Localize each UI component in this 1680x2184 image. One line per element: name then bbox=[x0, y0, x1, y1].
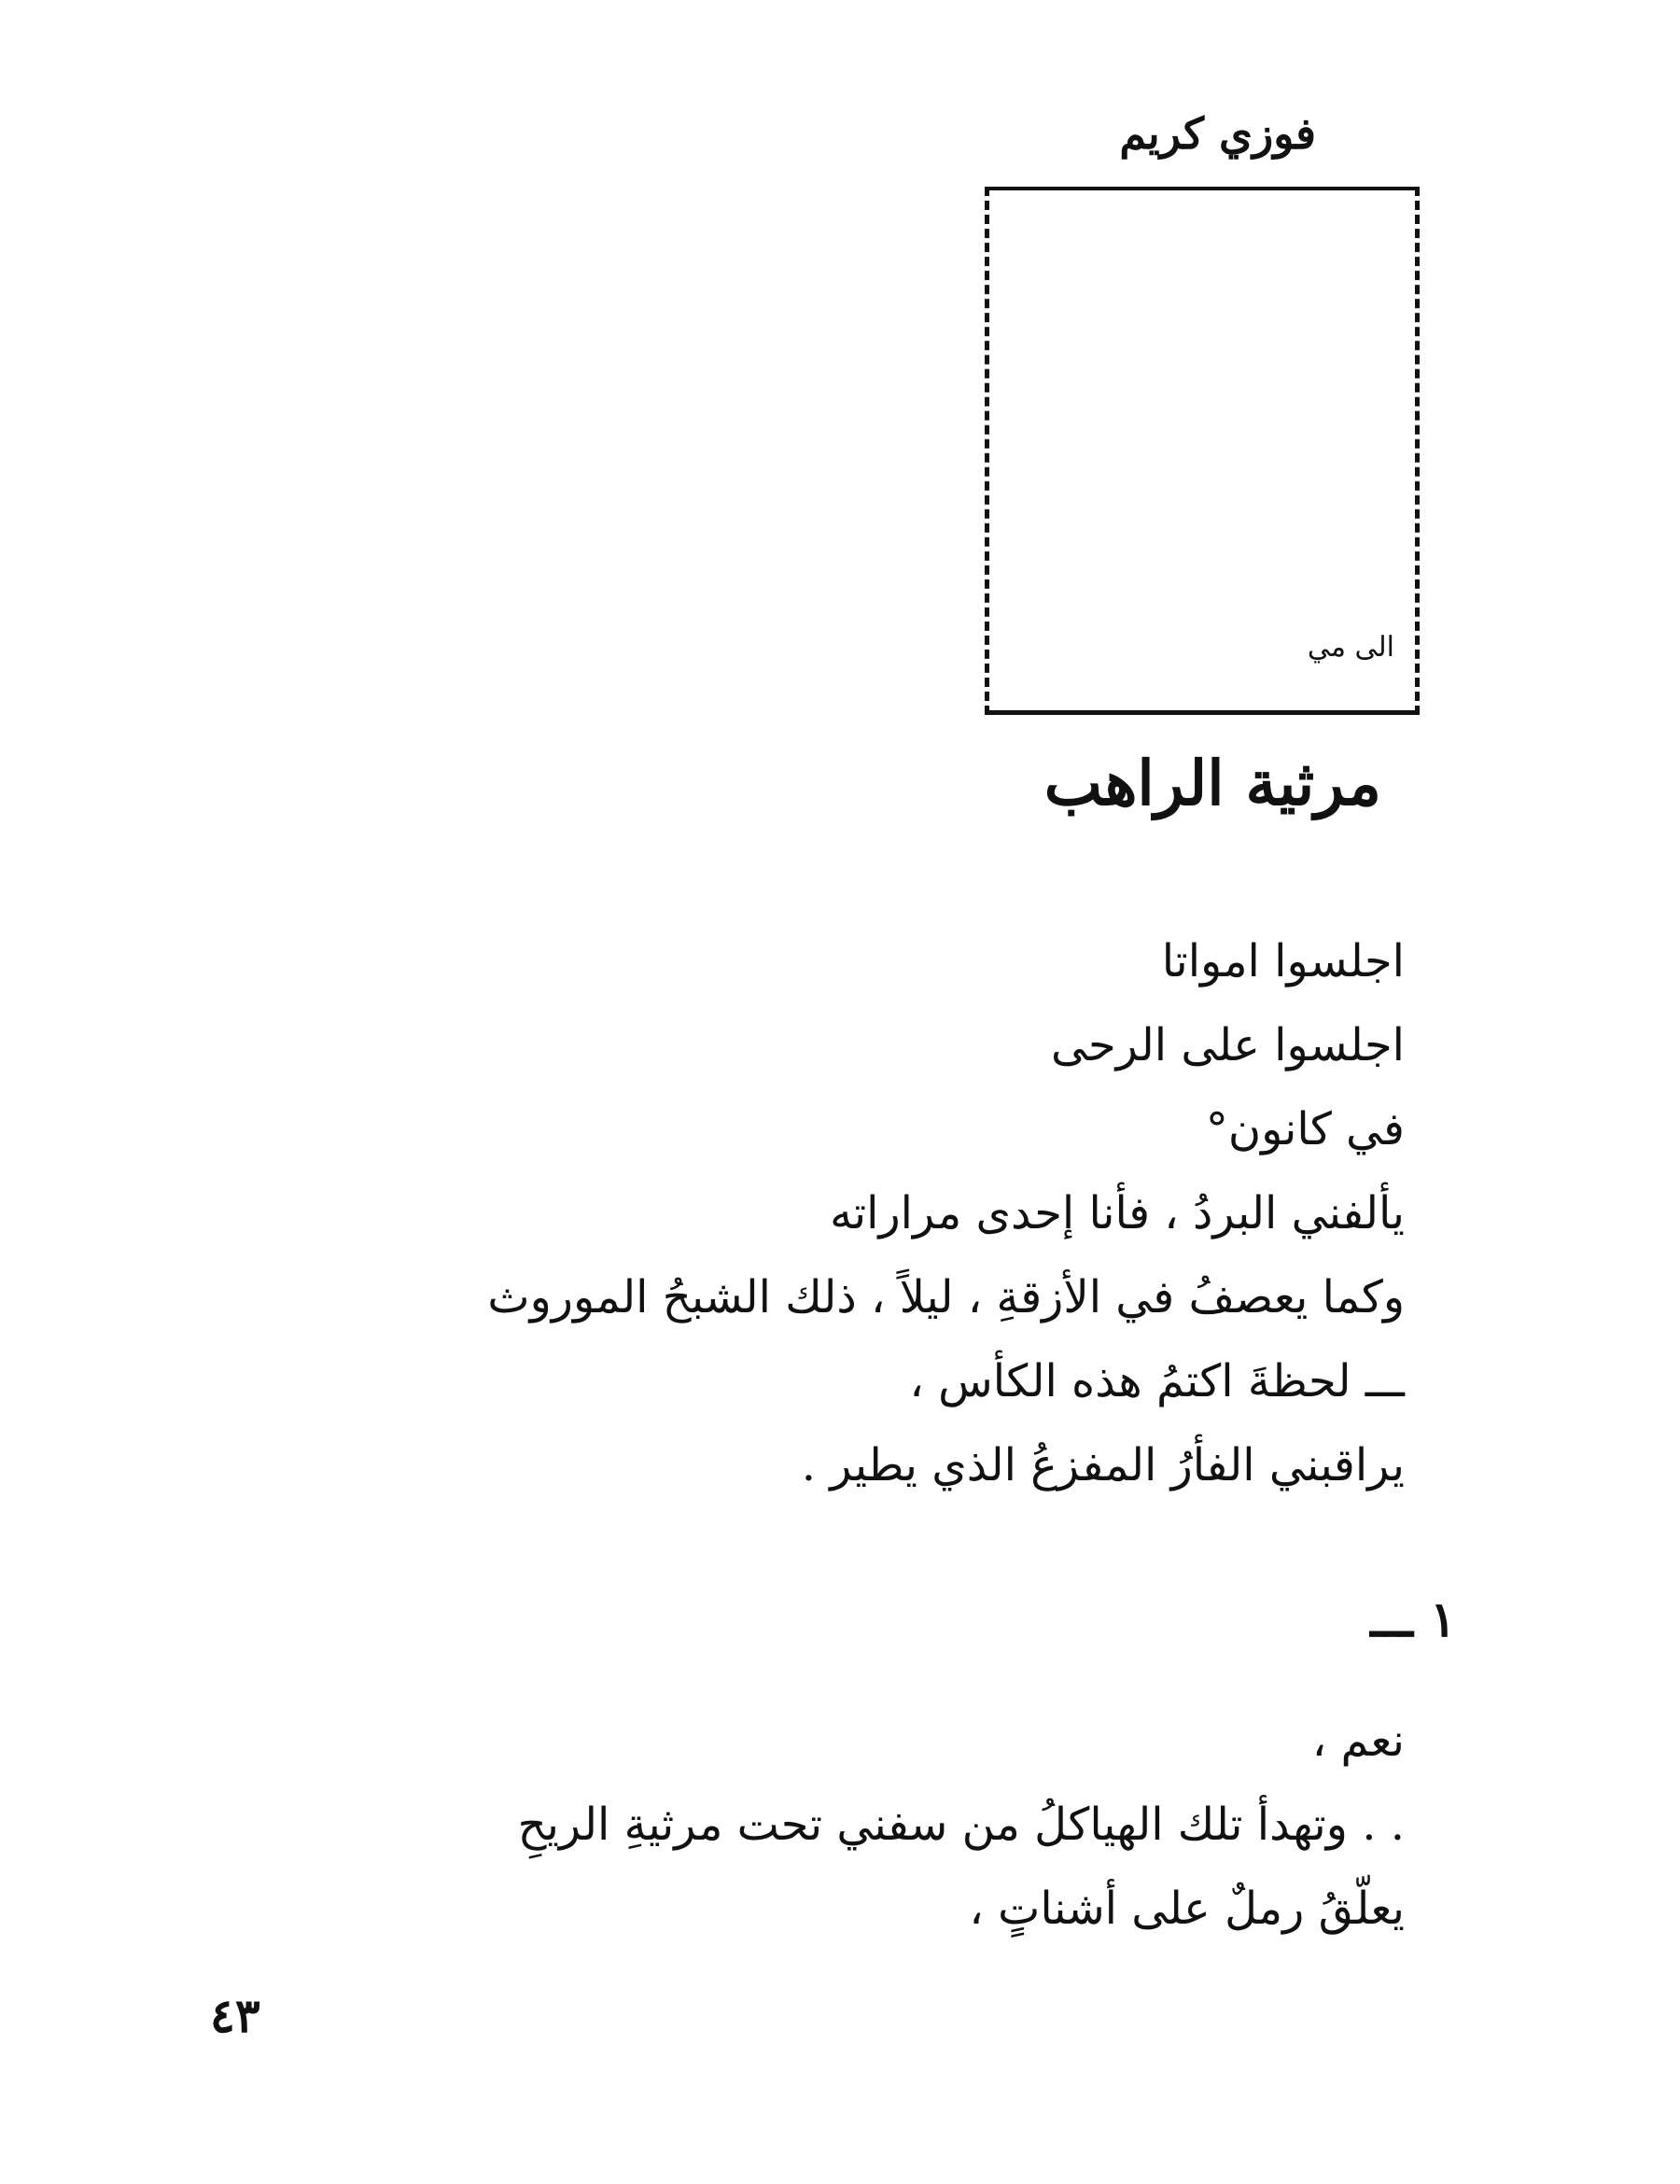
page-number: ٤٣ bbox=[210, 1988, 260, 2043]
stanza-2 bbox=[285, 1699, 1405, 1951]
poem-line: . . وتهدأ تلك الهياكلُ من سفني تحت مرثيةِ الريحِ bbox=[517, 1799, 1405, 1851]
section-number: ١ ـــ bbox=[1370, 1591, 1456, 1648]
poem-line: يألفني البردُ ، فأنا إحدى مراراته bbox=[830, 1187, 1405, 1239]
poem-line: اجلسوا امواتا bbox=[1161, 935, 1405, 987]
poem-line: اجلسوا على الرحى bbox=[1050, 1019, 1405, 1071]
dedication-text: الى مي bbox=[1307, 631, 1394, 664]
poem-title: مرثية الراهب bbox=[1043, 747, 1381, 819]
poem-line: نعم ، bbox=[1311, 1715, 1405, 1767]
stanza-1 bbox=[285, 919, 1405, 1507]
poem-line: يراقبني الفأرُ المفزعُ الذي يطير . bbox=[801, 1439, 1405, 1491]
author-name: فوزي كريم bbox=[1119, 108, 1316, 159]
poem-line: في كانون° bbox=[1205, 1103, 1405, 1155]
poem-line: وكما يعصفُ في الأزقةِ ، ليلاً ، ذلك الشبحُ الموروث bbox=[487, 1271, 1405, 1323]
poem-line: يعلّقُ رملٌ على أشناتٍ ، bbox=[969, 1883, 1405, 1935]
poem-line: ـــ لحظةَ اكتمُ هذه الكأس ، bbox=[909, 1355, 1405, 1407]
dedication-frame bbox=[985, 187, 1420, 715]
